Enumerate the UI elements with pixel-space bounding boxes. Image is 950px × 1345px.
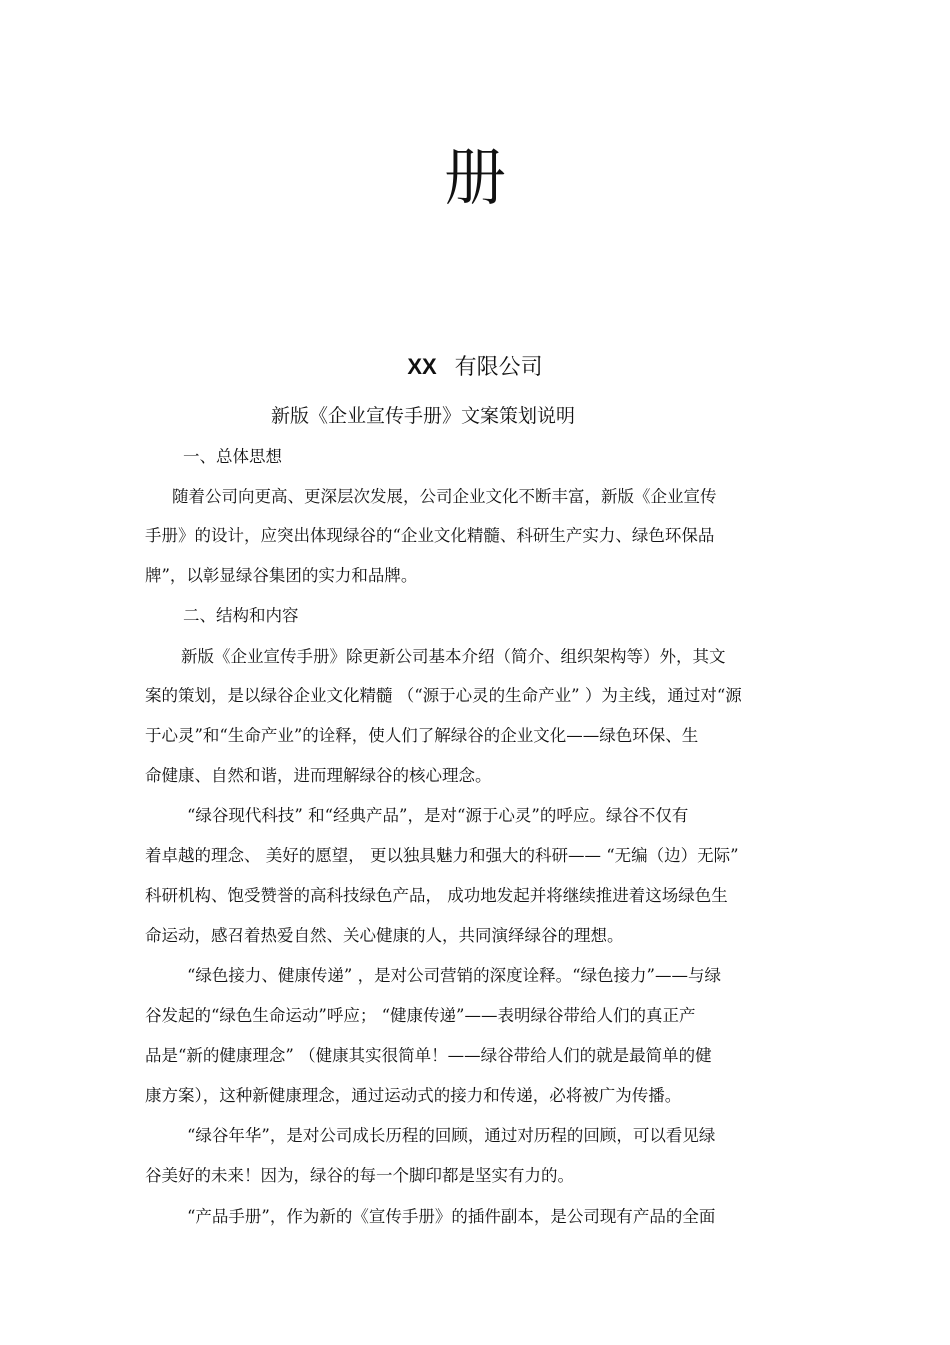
paragraph-line: “绿谷现代科技” 和“经典产品”，是对“源于心灵”的呼应。绿谷不仅有 [187, 806, 689, 825]
paragraph-line: 新版《企业宣传手册》除更新公司基本介绍（简介、组织架构等）外，其文 [181, 647, 726, 666]
paragraph-line: 命运动，感召着热爱自然、关心健康的人，共同演绎绿谷的理想。 [145, 926, 624, 945]
paragraph-line: 命健康、自然和谐，进而理解绿谷的核心理念。 [145, 766, 492, 785]
paragraph-line: 于心灵”和“生命产业”的诠释，使人们了解绿谷的企业文化——绿色环保、生 [145, 726, 699, 745]
section-heading-2: 二、结构和内容 [183, 606, 299, 625]
company-prefix: XX [407, 354, 437, 379]
company-suffix: 有限公司 [454, 355, 543, 380]
document-title: 新版《企业宣传手册》文案策划说明 [270, 405, 575, 427]
cover-character: 册 [443, 141, 506, 214]
section-heading-1: 一、总体思想 [183, 447, 282, 466]
paragraph-line: 康方案），这种新健康理念，通过运动式的接力和传递，必将被广为传播。 [145, 1086, 682, 1105]
paragraph-line: 案的策划，是以绿谷企业文化精髓 （“源于心灵的生命产业” ）为主线，通过对“源 [145, 686, 742, 705]
paragraph-line: 随着公司向更高、更深层次发展，公司企业文化不断丰富，新版《企业宣传 [172, 487, 717, 506]
paragraph-line: 牌”，以彰显绿谷集团的实力和品牌。 [145, 566, 418, 585]
paragraph-line: 谷发起的“绿色生命运动”呼应； “健康传递”——表明绿谷带给人们的真正产 [145, 1006, 696, 1025]
paragraph-line: “绿色接力、健康传递” ，是对公司营销的深度诠释。“绿色接力”——与绿 [187, 966, 721, 985]
paragraph-line: “绿谷年华”，是对公司成长历程的回顾，通过对历程的回顾，可以看见绿 [187, 1126, 716, 1145]
paragraph-line: 手册》的设计，应突出体现绿谷的“企业文化精髓、科研生产实力、绿色环保品 [145, 526, 715, 545]
paragraph-line: 着卓越的理念、 美好的愿望， 更以独具魅力和强大的科研—— “无编（边）无际” [145, 846, 739, 865]
paragraph-line: “产品手册”，作为新的《宣传手册》的插件副本，是公司现有产品的全面 [187, 1207, 716, 1226]
company-name [0, 351, 950, 384]
paragraph-line: 科研机构、饱受赞誉的高科技绿色产品， 成功地发起并将继续推进着这场绿色生 [145, 886, 728, 905]
paragraph-line: 品是“新的健康理念” （健康其实很简单！——绿谷带给人们的就是最简单的健 [145, 1046, 712, 1065]
paragraph-line: 谷美好的未来！因为，绿谷的每一个脚印都是坚实有力的。 [145, 1166, 574, 1185]
